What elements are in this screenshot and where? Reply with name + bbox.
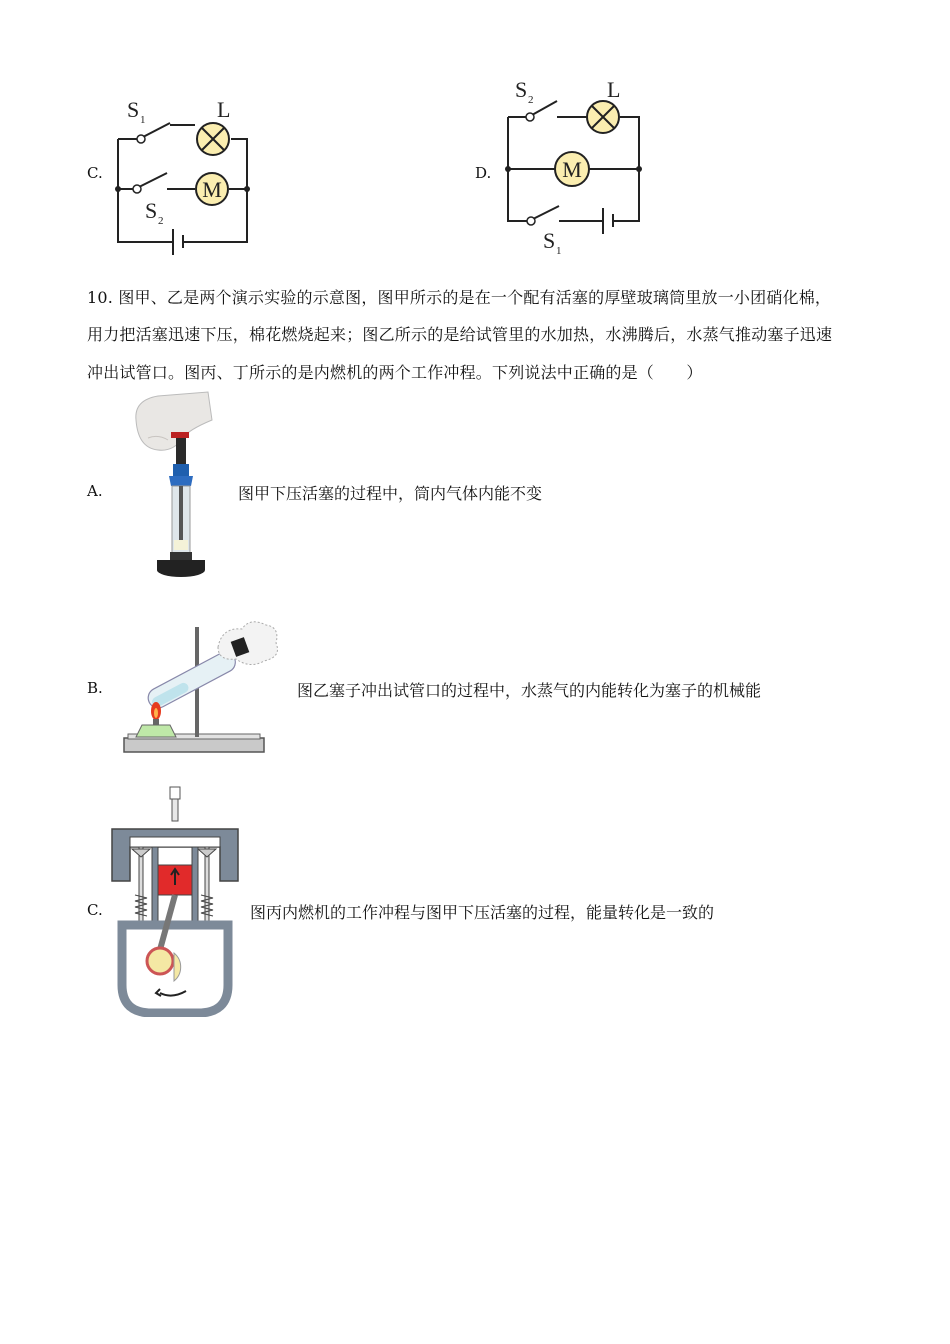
svg-text:1: 1	[556, 245, 562, 257]
motor-label: M	[562, 157, 582, 182]
option-b-label: B.	[87, 679, 103, 697]
engine-stroke-image	[108, 785, 242, 1017]
svg-text:1: 1	[140, 114, 146, 126]
option-d-label: D.	[475, 164, 492, 182]
switch-s2-label: S	[145, 198, 158, 223]
svg-text:2: 2	[158, 215, 164, 227]
option-a-label: A.	[87, 482, 103, 500]
test-tube-heating-image	[120, 613, 282, 758]
option-c-label-q10: C.	[87, 901, 103, 919]
fire-syringe-image	[128, 390, 218, 582]
option-a-text: 图甲下压活塞的过程中，筒内气体内能不变	[238, 484, 543, 503]
switch-s2-label: S	[515, 77, 528, 102]
lamp-label: L	[217, 97, 231, 122]
circuit-diagram-c	[105, 95, 260, 260]
option-c-label: C.	[87, 164, 103, 182]
motor-label: M	[202, 177, 222, 202]
lamp-label: L	[607, 77, 621, 102]
question-10-line-3: 冲出试管口。图丙、丁所示的是内燃机的两个工作冲程。下列说法中正确的是（ ）	[87, 363, 703, 382]
question-10-line-1: 10. 图甲、乙是两个演示实验的示意图，图甲所示的是在一个配有活塞的厚壁玻璃筒里放一小团硝化棉，	[87, 288, 832, 307]
option-c-text-q10: 图丙内燃机的工作冲程与图甲下压活塞的过程，能量转化是一致的	[250, 903, 715, 922]
option-b-text: 图乙塞子冲出试管口的过程中，水蒸气的内能转化为塞子的机械能	[297, 681, 762, 700]
svg-text:2: 2	[528, 94, 534, 106]
switch-s1-label: S	[543, 228, 556, 253]
circuit-diagram-d	[495, 75, 660, 260]
question-10-line-2: 用力把活塞迅速下压，棉花燃烧起来；图乙所示的是给试管里的水加热，水沸腾后，水蒸气推动塞子迅速	[87, 325, 833, 344]
switch-s1-label: S	[127, 97, 140, 122]
